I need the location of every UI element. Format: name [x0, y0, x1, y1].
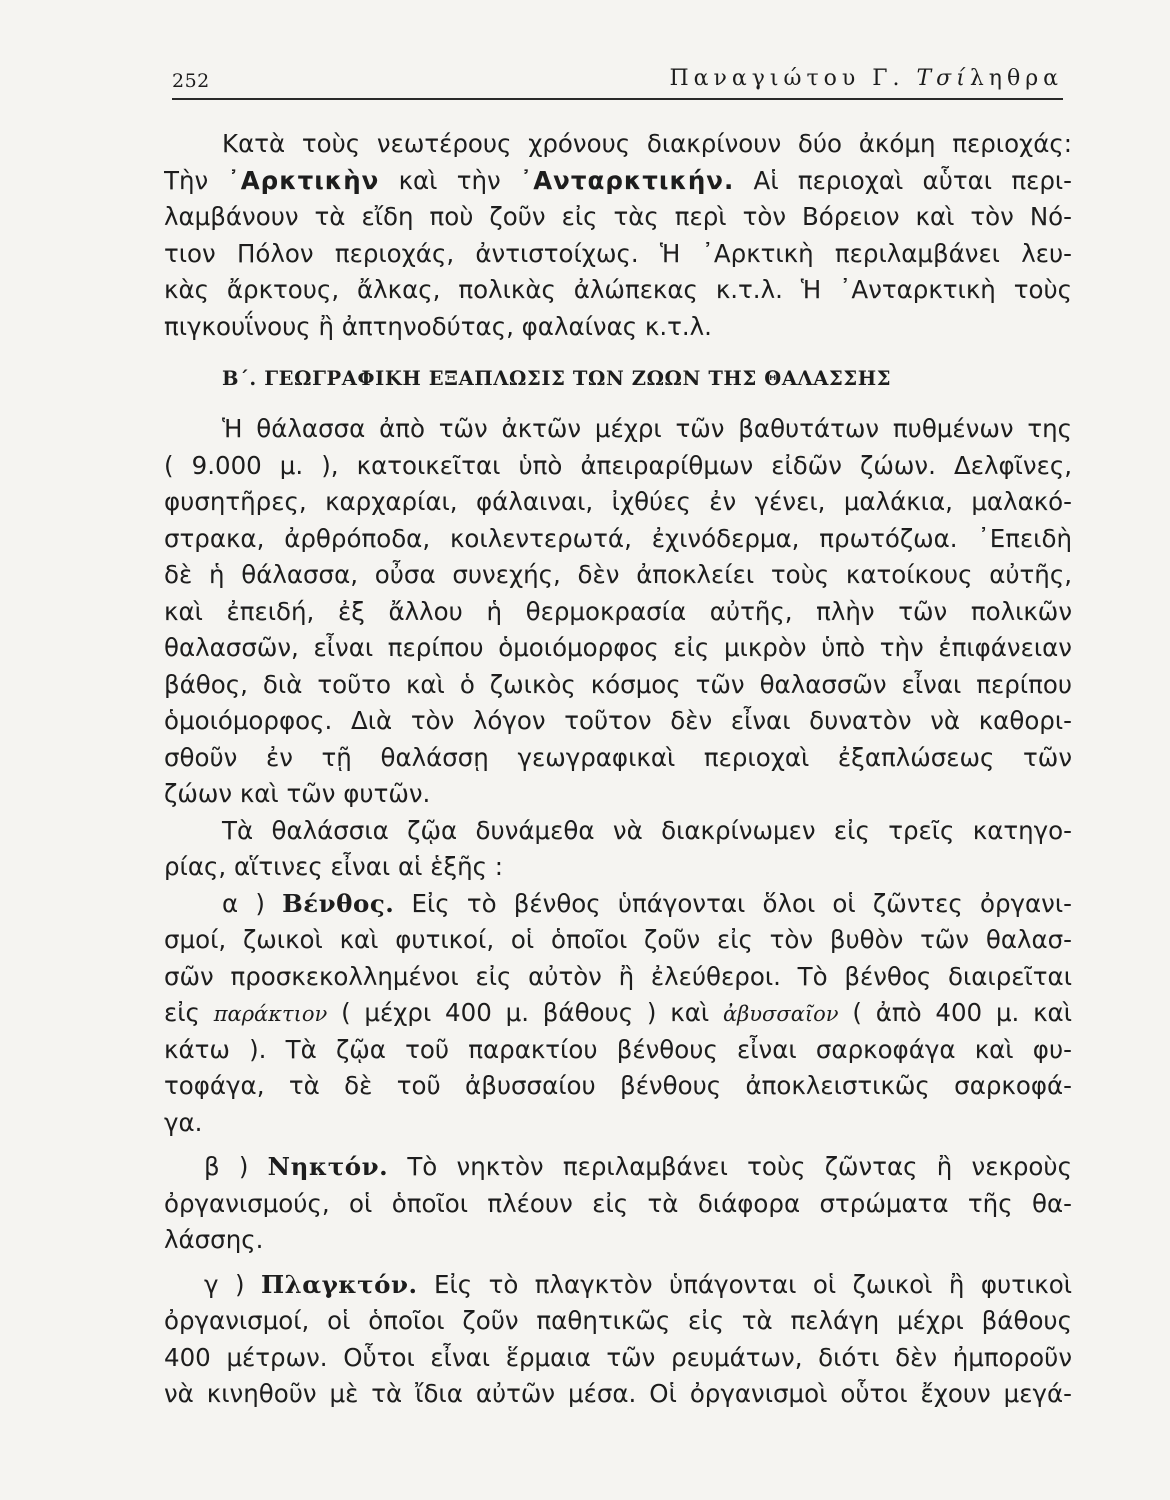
text-line: ρίας, αἵτινες εἶναι αἱ ἑξῆς :: [164, 852, 504, 881]
text-line: νὰ κινηθοῦν μὲ τὰ ἴδια αὐτῶν μέσα. Οἱ ὀργανισμοὶ οὗτοι ἔχουν μεγά-: [164, 1379, 1072, 1408]
text-line: Τὰ θαλάσσια ζῷα δυνάμεθα νὰ διακρίνωμεν εἰς τρεῖς κατηγο-: [222, 815, 1072, 845]
body-text: [164, 126, 1072, 1413]
paragraph-categories: [164, 813, 1072, 886]
term-abyssal: ἀβυσσαῖον: [722, 1002, 839, 1026]
text-line: ( 9.000 μ. ), κατοικεῖται ὑπὸ ἀπειραρίθμων εἰδῶν ζώων. Δελφῖνες,: [164, 450, 1072, 480]
section-heading: Β΄. ΓΕΩΓΡΑΦΙΚΗ ΕΞΑΠΛΩΣΙΣ ΤΩΝ ΖΩΩΝ ΤΗΣ ΘΑΛΑΣΣΗΣ: [222, 367, 892, 390]
term-nekton: Νηκτόν.: [267, 1152, 389, 1181]
text-line: ὀργανισμοί, οἱ ὁποῖοι ζοῦν παθητικῶς εἰς τὰ πελάγη μέχρι βάθους: [164, 1306, 1072, 1335]
text-line: θαλασσῶν, εἶναι περίπου ὁμοιόμορφος εἰς μικρὸν ὑπὸ τὴν ἐπιφάνειαν: [164, 633, 1072, 662]
text-line: [164, 886, 1072, 923]
text-run: ( μέχρι 400 μ. βάθους ) καὶ: [327, 998, 723, 1027]
list-marker: β ): [204, 1152, 268, 1181]
running-head-suffix: ληθρα: [969, 66, 1063, 91]
text-line: φυσητῆρες, καρχαρίαι, φάλαιναι, ἰχθύες ἐν γένει, μαλάκια, μαλακό-: [164, 487, 1072, 516]
term-plankton: Πλαγκτόν.: [260, 1269, 418, 1299]
list-marker: α ): [222, 888, 283, 918]
text-line: [164, 1149, 1072, 1186]
text-line: ὀργανισμούς, οἱ ὁποῖοι πλέουν εἰς τὰ διάφορα στρώματα τῆς θα-: [164, 1188, 1072, 1218]
text-line: σθοῦν ἐν τῇ θαλάσσῃ γεωγραφικαὶ περιοχαὶ ἐξαπλώσεως τῶν: [164, 742, 1072, 772]
text-line: δὲ ἡ θάλασσα, οὖσα συνεχής, δὲν ἀποκλείει τοὺς κατοίκους αὐτῆς,: [164, 560, 1072, 589]
text-line: βάθος, διὰ τοῦτο καὶ ὁ ζωικὸς κόσμος τῶν θαλασσῶν εἶναι περίπου: [164, 669, 1072, 699]
text-line: ζώων καὶ τῶν φυτῶν.: [164, 779, 431, 808]
text-line: λάσσης.: [164, 1225, 264, 1254]
text-run: ( ἀπὸ 400 μ. καὶ: [838, 998, 1072, 1027]
running-head-prefix: Παναγιώτου Γ.: [669, 66, 917, 91]
item-nekton: [164, 1149, 1072, 1259]
term-benthos: Βένθος.: [282, 888, 395, 918]
page-number: 252: [172, 70, 210, 92]
text-line: ὁμοιόμορφος. Διὰ τὸν λόγον τοῦτον δὲν εἶναι δυνατὸν νὰ καθορι-: [164, 706, 1072, 735]
text-run: Αἱ περιοχαὶ αὗται περι-: [734, 165, 1072, 195]
text-line: Ἡ θάλασσα ἀπὸ τῶν ἀκτῶν μέχρι τῶν βαθυτάτων πυθμένων της: [222, 414, 1072, 443]
text-run: Τὸ νηκτὸν περιλαμβάνει τοὺς ζῶντας ἢ νεκροὺς: [388, 1152, 1072, 1181]
spacer: [164, 1141, 1072, 1149]
text-line: σῶν προσκεκολλημένοι εἰς αὐτὸν ἢ ἐλεύθεροι. Τὸ βένθος διαιρεῖται: [164, 961, 1072, 991]
page-header: [172, 64, 1063, 100]
text-line: [164, 163, 1072, 200]
text-run: καὶ τὴν: [379, 165, 520, 195]
spacer: [164, 1259, 1072, 1267]
text-line: σμοί, ζωικοὶ καὶ φυτικοί, οἱ ὁποῖοι ζοῦν εἰς τὸν βυθὸν τῶν θαλασ-: [164, 925, 1072, 954]
text-line: τιον Πόλον περιοχάς, ἀντιστοίχως. Ἡ ᾿Αρκτικὴ περιλαμβάνει λευ-: [164, 238, 1072, 268]
intro-paragraph: [164, 126, 1072, 345]
item-plankton: [164, 1267, 1072, 1413]
running-head: [669, 66, 1063, 91]
item-benthos: [164, 886, 1072, 1142]
text-line: τοφάγα, τὰ δὲ τοῦ ἀβυσσαίου βένθους ἀποκλειστικῶς σαρκοφά-: [164, 1071, 1072, 1100]
term-antarctic: ᾿Ανταρκτικήν.: [519, 165, 735, 195]
paragraph-geographic-spread: [164, 411, 1072, 813]
term-arctic: ᾿Αρκτικὴν: [227, 165, 380, 195]
text-run: Εἰς τὸ βένθος ὑπάγονται ὅλοι οἱ ζῶντες ὀργανι-: [394, 888, 1072, 918]
text-run: εἰς: [164, 998, 214, 1027]
text-line: κὰς ἄρκτους, ἄλκας, πολικὰς ἀλώπεκας κ.τ.λ. Ἡ ᾿Ανταρκτικὴ τοὺς: [164, 275, 1072, 304]
term-coastal: παράκτιον: [213, 1002, 328, 1026]
text-line: στρακα, ἀρθρόποδα, κοιλεντερωτά, ἐχινόδερμα, πρωτόζωα. ᾿Επειδὴ: [164, 523, 1072, 553]
text-line: γα.: [164, 1107, 203, 1137]
text-line: 400 μέτρων. Οὗτοι εἶναι ἕρμαια τῶν ρευμάτων, διότι δὲν ἠμποροῦν: [164, 1342, 1072, 1372]
list-marker: γ ): [204, 1269, 261, 1299]
running-head-italic: Τσί: [916, 66, 970, 91]
text-line: καὶ ἐπειδή, ἐξ ἄλλου ἡ θερμοκρασία αὐτῆς, πλὴν τῶν πολικῶν: [164, 596, 1072, 626]
text-line: Κατὰ τοὺς νεωτέρους χρόνους διακρίνουν δύο ἀκόμη περιοχάς:: [222, 129, 1072, 158]
text-line: πιγκουΐνους ἢ ἀπτηνοδύτας, φαλαίνας κ.τ.λ.: [164, 311, 712, 341]
text-line: λαμβάνουν τὰ εἴδη ποὺ ζοῦν εἰς τὰς περὶ τὸν Βόρειον καὶ τὸν Νό-: [164, 202, 1072, 231]
text-line: [164, 995, 1072, 1032]
text-line: [164, 1267, 1072, 1304]
text-run: Εἰς τὸ πλαγκτὸν ὑπάγονται οἱ ζωικοὶ ἢ φυτικοὶ: [417, 1269, 1072, 1299]
text-run: Τὴν: [164, 165, 228, 195]
text-line: κάτω ). Τὰ ζῷα τοῦ παρακτίου βένθους εἶναι σαρκοφάγα καὶ φυ-: [164, 1034, 1072, 1064]
